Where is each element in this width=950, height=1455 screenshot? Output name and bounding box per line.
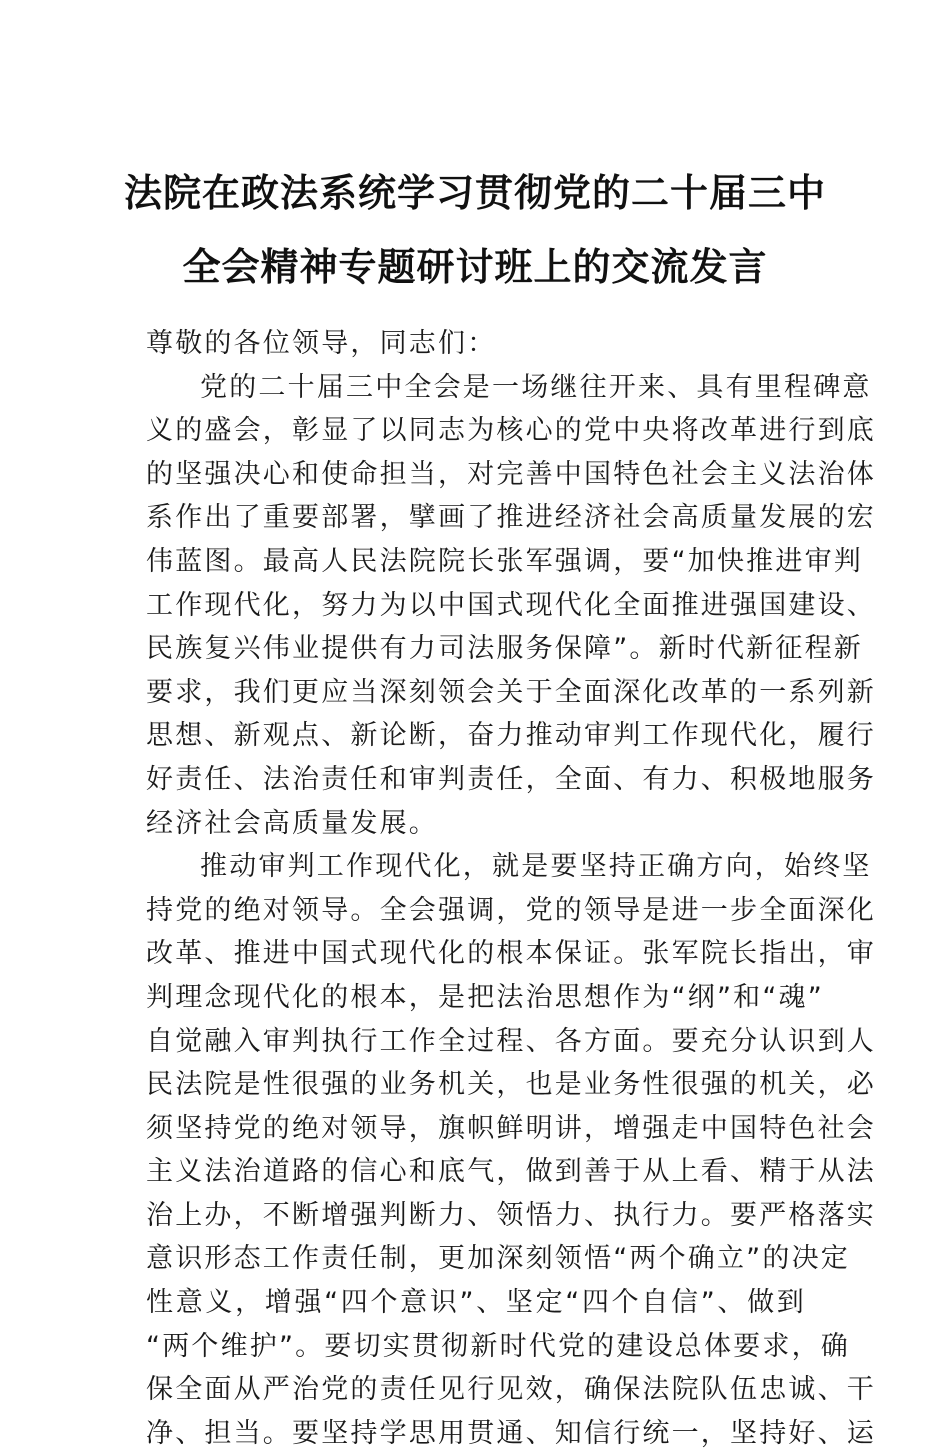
paragraph-line: 的坚强决心和使命担当，对完善中国特色社会主义法治体 [146, 458, 876, 490]
paragraph-line: 工作现代化，努力为以中国式现代化全面推进强国建设、 [146, 589, 876, 621]
body-paragraph [146, 845, 876, 1455]
paragraph-line: 好责任、法治责任和审判责任，全面、有力、积极地服务 [146, 763, 876, 795]
paragraph-line: 主义法治道路的信心和底气，做到善于从上看、精于从法 [146, 1156, 876, 1188]
paragraph-line: 须坚持党的绝对领导，旗帜鲜明讲，增强走中国特色社会 [146, 1112, 876, 1144]
paragraph-line: 系作出了重要部署，擘画了推进经济社会高质量发展的宏 [146, 502, 876, 534]
paragraph-line: 经济社会高质量发展。 [146, 807, 438, 839]
paragraph-line: “两个维护”。要切实贯彻新时代党的建设总体要求，确 [146, 1330, 850, 1362]
salutation: 尊敬的各位领导，同志们： [146, 328, 497, 359]
document-body [146, 322, 876, 1455]
paragraph-list [146, 366, 876, 1455]
paragraph-line: 性意义，增强“四个意识”、坚定“四个自信”、做到 [146, 1287, 806, 1319]
title-line-1: 法院在政法系统学习贯彻党的二十届三中 [123, 170, 826, 215]
paragraph-line: 保全面从严治党的责任见行见效，确保法院队伍忠诚、干 [146, 1374, 876, 1406]
paragraph-line: 义的盛会，彰显了以同志为核心的党中央将改革进行到底 [146, 415, 876, 447]
paragraph-line: 要求，我们更应当深刻领会关于全面深化改革的一系列新 [146, 676, 876, 708]
title-line-2: 全会精神专题研讨班上的交流发言 [182, 244, 768, 289]
paragraph-line: 党的二十届三中全会是一场继往开来、具有里程碑意 [200, 371, 872, 403]
paragraph-line: 自觉融入审判执行工作全过程、各方面。要充分认识到人 [146, 1025, 876, 1057]
document-title [120, 156, 830, 304]
paragraph-line: 改革、推进中国式现代化的根本保证。张军院长指出，审 [146, 938, 876, 970]
paragraph-line: 伟蓝图。最高人民法院院长张军强调，要“加快推进审判 [146, 545, 863, 577]
paragraph-line: 判理念现代化的根本，是把法治思想作为“纲”和“魂” [146, 981, 824, 1013]
paragraph-line: 治上办，不断增强判断力、领悟力、执行力。要严格落实 [146, 1199, 876, 1231]
body-paragraph [146, 366, 876, 846]
paragraph-line: 民族复兴伟业提供有力司法服务保障”。新时代新征程新 [146, 633, 863, 665]
paragraph-line: 推动审判工作现代化，就是要坚持正确方向，始终坚 [200, 851, 872, 883]
paragraph-line: 思想、新观点、新论断，奋力推动审判工作现代化，履行 [146, 720, 876, 752]
paragraph-line: 意识形态工作责任制，更加深刻领悟“两个确立”的决定 [146, 1243, 850, 1275]
paragraph-line: 持党的绝对领导。全会强调，党的领导是进一步全面深化 [146, 894, 876, 926]
paragraph-line: 净、担当。要坚持学思用贯通、知信行统一，坚持好、运 [146, 1417, 876, 1449]
paragraph-line: 民法院是性很强的业务机关，也是业务性很强的机关，必 [146, 1069, 876, 1101]
